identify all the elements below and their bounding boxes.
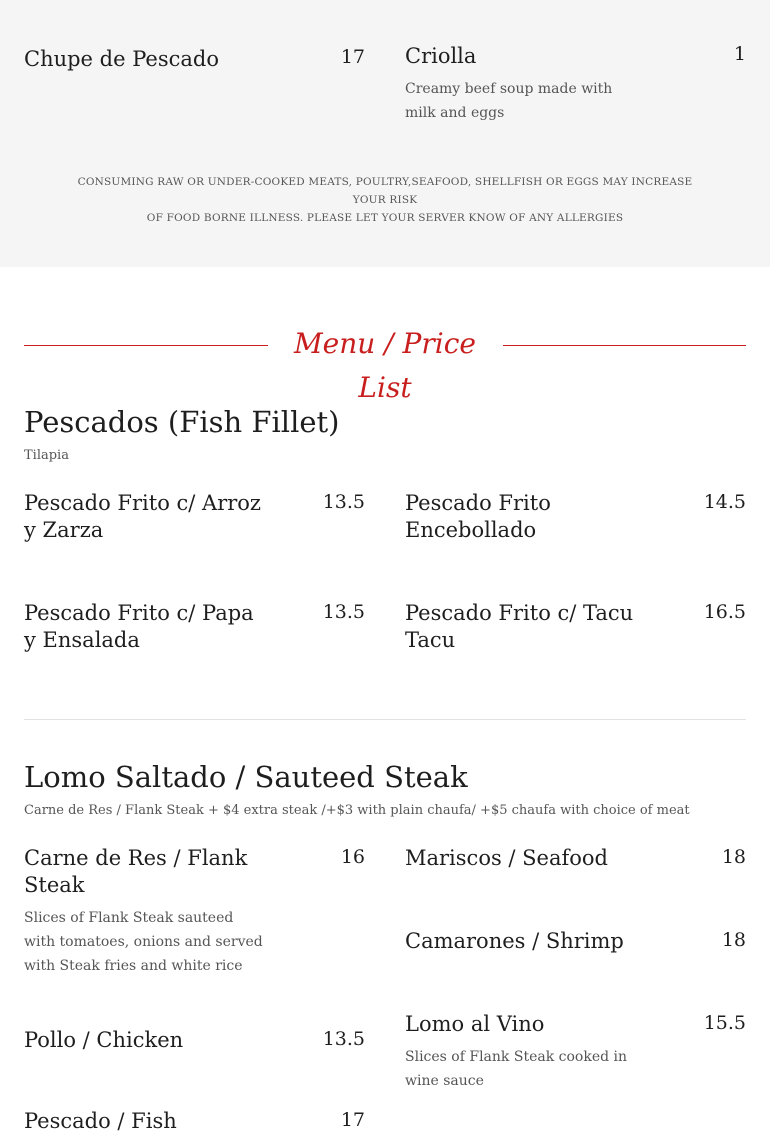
menu-item-name: Pescado / Fish xyxy=(24,1109,177,1133)
section-title: Pescados (Fish Fillet) xyxy=(24,405,340,439)
menu-item-price: 13.5 xyxy=(322,1028,365,1050)
menu-item-name: Mariscos / Seafood xyxy=(405,846,608,870)
menu-item-price: 14.5 xyxy=(703,491,746,513)
menu-item-price: 18 xyxy=(721,846,746,868)
disclaimer-line: OF FOOD BORNE ILLNESS. PLEASE LET YOUR SERVER KNOW OF ANY ALLERGIES xyxy=(146,212,624,224)
menu-item-name: Pollo / Chicken xyxy=(24,1028,184,1052)
menu-item-name: Pescado Frito c/ Arroz y Zarza xyxy=(24,491,261,542)
menu-item-price: 13.5 xyxy=(322,491,365,513)
title-rule-left xyxy=(24,345,268,346)
menu-item-name: Criolla xyxy=(405,44,477,68)
section-subtitle: Carne de Res / Flank Steak + $4 extra steak /+$3 with plain chaufa/ +$5 chaufa with choice of meat xyxy=(24,803,690,818)
menu-item-price: 16 xyxy=(340,846,365,868)
page-title: Menu / Price List xyxy=(294,327,476,404)
menu-item-description: Slices of Flank Steak sauteed with tomatoes, onions and served with Steak fries and white rice xyxy=(24,910,263,974)
menu-item-price: 15.5 xyxy=(703,1012,746,1034)
menu-item-name: Camarones / Shrimp xyxy=(405,929,624,953)
section-title: Lomo Saltado / Sauteed Steak xyxy=(24,760,468,794)
menu-item-price: 1 xyxy=(733,43,746,65)
menu-item-name: Carne de Res / Flank Steak xyxy=(24,846,248,897)
menu-item-name: Pescado Frito c/ Tacu Tacu xyxy=(405,601,634,652)
section-divider xyxy=(24,719,746,720)
menu-item-price: 17 xyxy=(340,1109,365,1131)
title-rule-right xyxy=(503,345,746,346)
menu-item-price: 13.5 xyxy=(322,601,365,623)
menu-item-price: 18 xyxy=(721,929,746,951)
menu-item-name: Lomo al Vino xyxy=(405,1012,545,1036)
allergy-disclaimer xyxy=(60,173,710,227)
section-subtitle: Tilapia xyxy=(24,448,69,463)
menu-item-description: Slices of Flank Steak cooked in wine sauce xyxy=(405,1049,628,1089)
menu-item-name: Pescado Frito c/ Papa y Ensalada xyxy=(24,601,254,652)
menu-item-name: Pescado Frito Encebollado xyxy=(405,491,551,542)
menu-item-name: Chupe de Pescado xyxy=(24,47,219,71)
menu-item-description: Creamy beef soup made with milk and eggs xyxy=(405,81,613,121)
menu-item-price: 16.5 xyxy=(703,601,746,623)
disclaimer-line: CONSUMING RAW OR UNDER-COOKED MEATS, POULTRY,SEAFOOD, SHELLFISH OR EGGS MAY INCREASE YOUR RISK xyxy=(77,176,693,206)
menu-item-price: 17 xyxy=(340,46,365,68)
